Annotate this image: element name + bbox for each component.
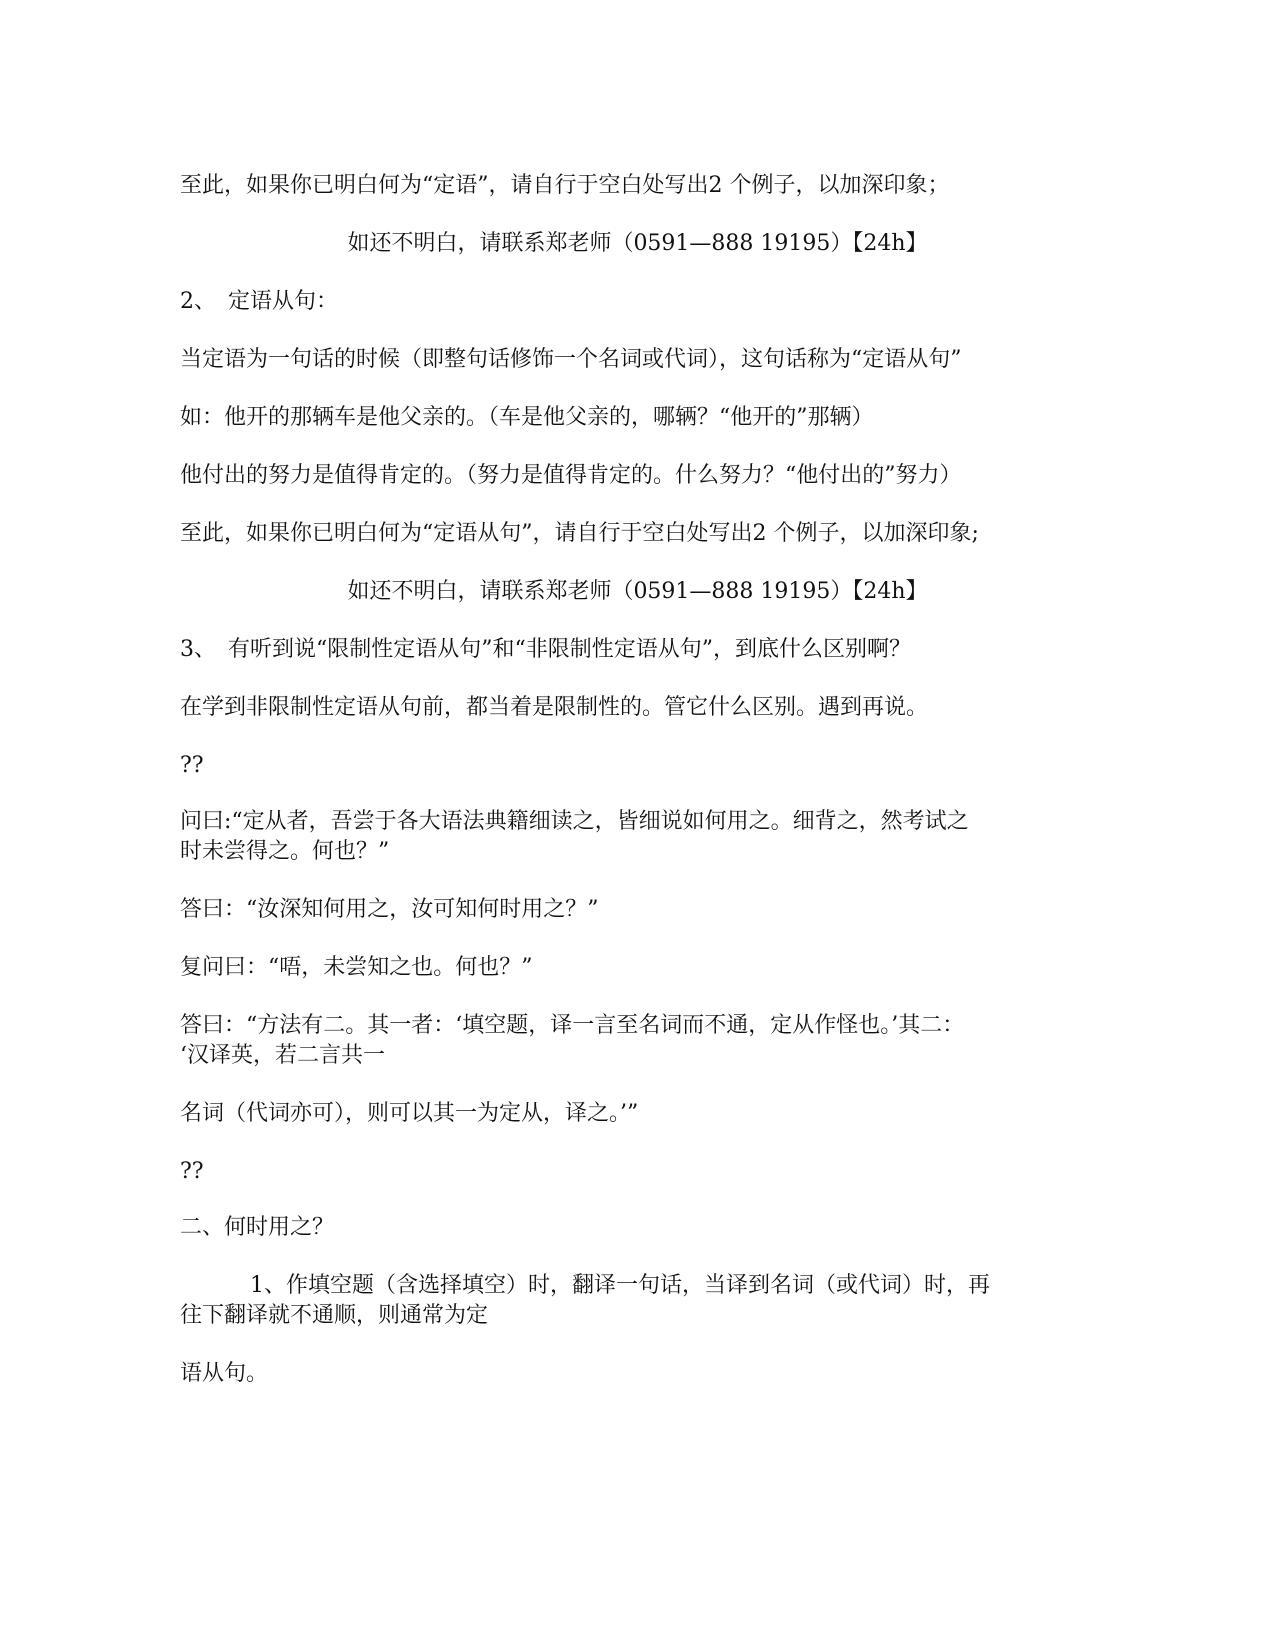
paragraph-separator: ?? — [180, 753, 204, 778]
paragraph-answer-2-line-2: ‘汉译英，若二言共一 — [180, 1043, 385, 1068]
paragraph-restrictive-note: 在学到非限制性定语从句前，都当着是限制性的。管它什么区别。遇到再说。 — [180, 695, 929, 720]
paragraph-rule-1-line-3: 语从句。 — [180, 1361, 269, 1386]
paragraph-answer-2-line-1: 答曰：“方法有二。其一者：‘填空题，译一言至名词而不通，定从作怪也。’其二： — [180, 1013, 965, 1038]
section-title: 定语从句： — [228, 289, 339, 314]
section-number: 3、 — [180, 637, 216, 662]
section-heading-2 — [180, 287, 338, 317]
paragraph-contact-teacher-2: 如还不明白，请联系郑老师（0591—888 19195）【24h】 — [347, 579, 928, 604]
paragraph-answer-1: 答曰：“汝深知何用之，汝可知何时用之？” — [180, 897, 599, 922]
paragraph-definition-clause: 当定语为一句话的时候（即整句话修饰一个名词或代词），这句话称为“定语从句” — [180, 347, 962, 372]
paragraph-example-2: 他付出的努力是值得肯定的。（努力是值得肯定的。什么努力？“他付出的”努力） — [180, 463, 962, 488]
paragraph-question-2: 复问曰：“唔，未尝知之也。何也？” — [180, 955, 533, 980]
paragraph-clause-exercise: 至此，如果你已明白何为“定语从句”，请自行于空白处写出2 个例子，以加深印象; — [180, 521, 979, 546]
section-number: 2、 — [180, 289, 216, 314]
paragraph-example-1: 如：他开的那辆车是他父亲的。（车是他父亲的，哪辆？“他开的”那辆） — [180, 405, 874, 430]
paragraph-definition-exercise: 至此，如果你已明白何为“定语”，请自行于空白处写出2 个例子，以加深印象； — [180, 173, 950, 198]
paragraph-question-line-1: 问曰:“定从者，吾尝于各大语法典籍细读之，皆细说如何用之。细背之，然考试之 — [180, 809, 969, 834]
section-heading-3 — [180, 635, 911, 665]
paragraph-question-line-2: 时未尝得之。何也？” — [180, 839, 390, 864]
paragraph-contact-teacher: 如还不明白，请联系郑老师（0591—888 19195）【24h】 — [347, 231, 928, 256]
section-title: 有听到说“限制性定语从句”和“非限制性定语从句”，到底什么区别啊？ — [228, 637, 911, 662]
paragraph-rule-1-line-2: 往下翻译就不通顺，则通常为定 — [180, 1303, 489, 1328]
paragraph-answer-2-line-3: 名词（代词亦可），则可以其一为定从，译之。’” — [180, 1101, 639, 1126]
section-heading-when: 二、何时用之？ — [180, 1215, 335, 1240]
paragraph-separator-2: ?? — [180, 1159, 204, 1184]
paragraph-rule-1-line-1: 1、作填空题（含选择填空）时，翻译一句话，当译到名词（或代词）时，再 — [250, 1273, 990, 1298]
